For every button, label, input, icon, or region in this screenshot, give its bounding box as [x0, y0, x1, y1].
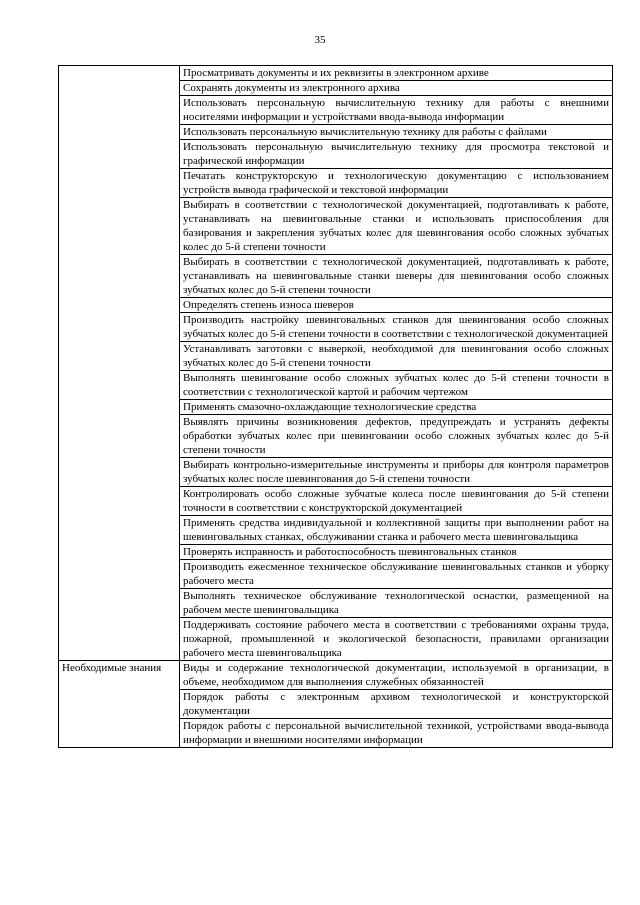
- table-cell: Контролировать особо сложные зубчатые колеса после шевингования до 5-й степени точности в соответствии с конструкторской документацией: [180, 487, 613, 516]
- table-cell: Выбирать в соответствии с технологической документацией, подготавливать к работе, устанавливать на шевинговальные станки шеверы для шевингования особо сложных зубчатых колес до 5-й степени точности: [180, 255, 613, 298]
- table-cell: Выявлять причины возникновения дефектов, предупреждать и устранять дефекты обработки зубчатых колес при шевинговании особо сложных зубчатых колес до 5-й степени точности: [180, 415, 613, 458]
- table-cell: Использовать персональную вычислительную технику для работы с файлами: [180, 125, 613, 140]
- table-cell: Выполнять техническое обслуживание технологической оснастки, размещенной на рабочем месте шевинговальщика: [180, 589, 613, 618]
- table-cell: Просматривать документы и их реквизиты в электронном архиве: [180, 66, 613, 81]
- table-cell: Выполнять шевингование особо сложных зубчатых колес до 5-й степени точности в соответствии с технологической картой и рабочим чертежом: [180, 371, 613, 400]
- table-cell: Определять степень износа шеверов: [180, 298, 613, 313]
- table-cell: Применять смазочно-охлаждающие технологические средства: [180, 400, 613, 415]
- table-cell: Выбирать в соответствии с технологической документацией, подготавливать к работе, устанавливать на шевинговальные станки и использовать приспособления для базирования и закрепления зубчатых колес для шевингования особо сложных зубчатых колес до 5-й степени точности: [180, 198, 613, 255]
- table-cell: Порядок работы с персональной вычислительной техникой, устройствами ввода-вывода информации и внешними носителями информации: [180, 719, 613, 748]
- table-cell: Использовать персональную вычислительную технику для просмотра текстовой и графической информации: [180, 140, 613, 169]
- table-cell: Виды и содержание технологической документации, используемой в организации, в объеме, необходимом для выполнения служебных обязанностей: [180, 661, 613, 690]
- table-row: [59, 661, 613, 690]
- section-label-skills: [59, 66, 180, 661]
- table-cell: Печатать конструкторскую и технологическую документацию с использованием устройств вывода графической и текстовой информации: [180, 169, 613, 198]
- table-cell: Поддерживать состояние рабочего места в соответствии с требованиями охраны труда, пожарной, промышленной и экологической безопасности, правилами организации рабочего места шевинговальщика: [180, 618, 613, 661]
- table-cell: Применять средства индивидуальной и коллективной защиты при выполнении работ на шевинговальных станках, обслуживании станка и рабочего места шевинговальщика: [180, 516, 613, 545]
- page-number: 35: [314, 34, 326, 46]
- table-cell: Сохранять документы из электронного архива: [180, 81, 613, 96]
- section-label-knowledge: Необходимые знания: [59, 661, 180, 748]
- table-cell: Проверять исправность и работоспособность шевинговальных станков: [180, 545, 613, 560]
- competency-table-body: [59, 66, 613, 748]
- table-cell: Использовать персональную вычислительную технику для работы с внешними носителями информации и устройствами ввода-вывода информации: [180, 96, 613, 125]
- table-cell: Порядок работы с электронным архивом технологической и конструкторской документации: [180, 690, 613, 719]
- table-row: [59, 66, 613, 81]
- competency-table: [58, 65, 613, 748]
- table-cell: Устанавливать заготовки с выверкой, необходимой для шевингования особо сложных зубчатых колес до 5-й степени точности: [180, 342, 613, 371]
- table-cell: Производить ежесменное техническое обслуживание шевинговальных станков и уборку рабочего места: [180, 560, 613, 589]
- table-cell: Выбирать контрольно-измерительные инструменты и приборы для контроля параметров зубчатых колес после шевингования до 5-й степени точности: [180, 458, 613, 487]
- table-cell: Производить настройку шевинговальных станков для шевингования особо сложных зубчатых колес до 5-й степени точности в соответствии с технологической документацией: [180, 313, 613, 342]
